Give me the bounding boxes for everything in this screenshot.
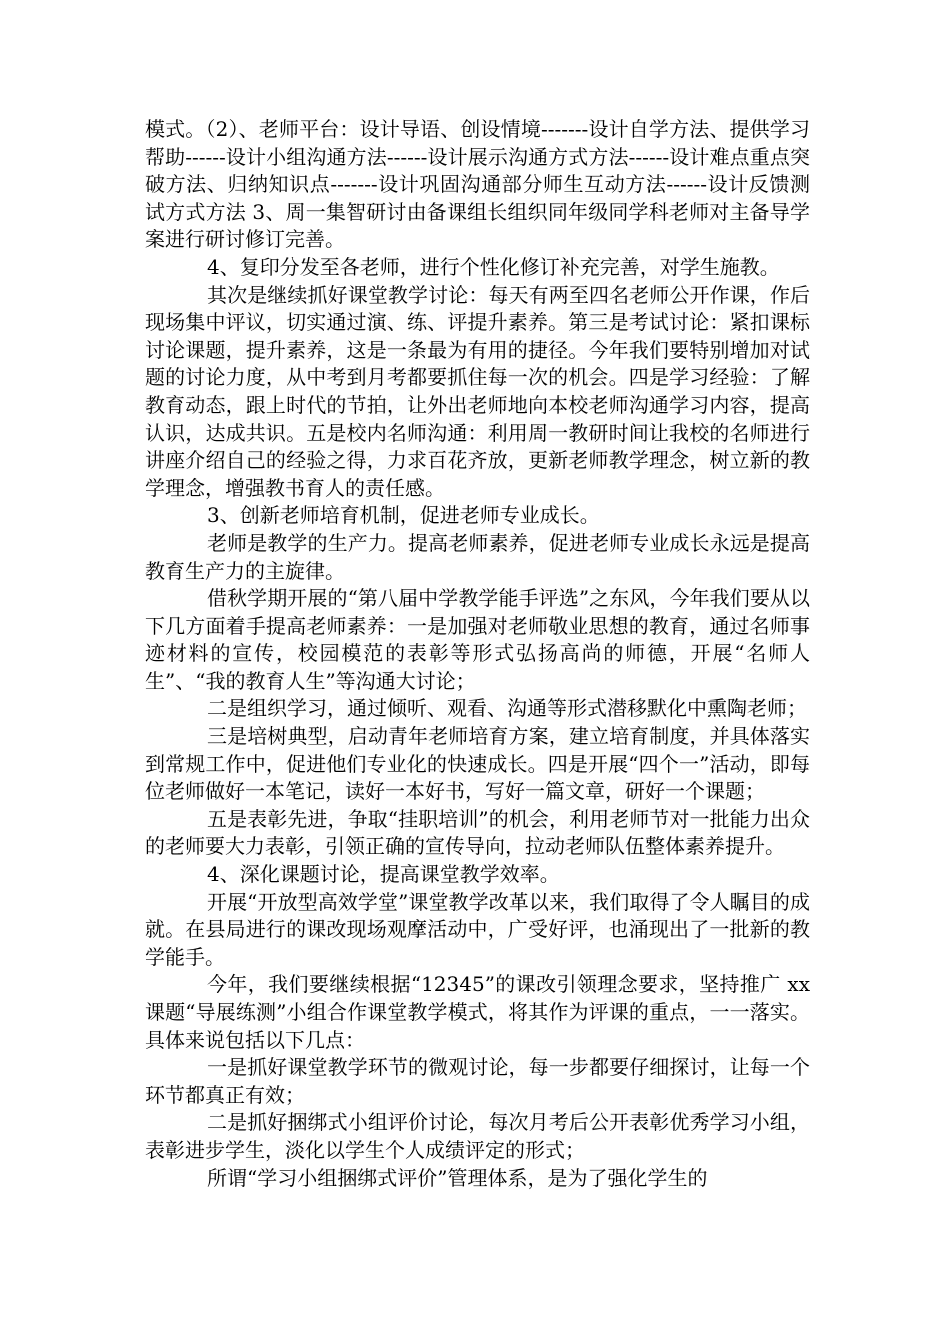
paragraph-15: 所谓“学习小组捆绑式评价”管理体系，是为了强化学生的: [207, 1165, 708, 1190]
paragraph-13: 一是抓好课堂教学环节的微观讨论，每一步都要仔细探讨，让每一个环节都真正有效；: [145, 1055, 810, 1107]
section-heading-3: 3、创新老师培育机制，促进老师专业成长。: [207, 503, 600, 528]
paragraph-14: 二是抓好捆绑式小组评价讨论，每次月考后公开表彰优秀学习小组，表彰进步学生，淡化以学生个人成绩评定的形式；: [145, 1110, 810, 1162]
paragraph-11: 开展“开放型高效学堂”课堂教学改革以来，我们取得了令人瞩目的成就。在县局进行的课改现场观摩活动中，广受好评，也涌现出了一批新的教学能手。: [145, 889, 810, 969]
paragraph-9: 五是表彰先进，争取“挂职培训”的机会，利用老师节对一批能力出众的老师要大力表彰，引领正确的宣传导向，拉动老师队伍整体素养提升。: [145, 806, 810, 859]
section-heading-4: 4、深化课题讨论，提高课堂教学效率。: [207, 862, 560, 887]
paragraph-6: 借秋学期开展的“第八届中学教学能手评选”之东风，今年我们要从以下几方面着手提高老师素养：一是加强对老师敬业思想的教育，通过名师事迹材料的宣传，校园模范的表彰等形式弘扬高尚的师德，开展“名师人生”、“我的教育人生”等沟通大讨论；: [145, 586, 810, 693]
paragraph-3: 其次是继续抓好课堂教学讨论：每天有两至四名老师公开作课，作后现场集中评议，切实通过演、练、评提升素养。第三是考试讨论：紧扣课标讨论课题，提升素养，这是一条最为有用的捷径。今年我们要特别增加对试题的讨论力度，从中考到月考都要抓住每一次的机会。四是学习经验：了解教育动态，跟上时代的节拍，让外出老师地向本校老师沟通学习内容，提高认识，达成共识。五是校内名师沟通：利用周一教研时间让我校的名师进行讲座介绍自己的经验之得，力求百花齐放，更新老师教学理念，树立新的教学理念，增强教书育人的责任感。: [145, 282, 810, 500]
document-body: [145, 116, 810, 1192]
paragraph-2: 4、复印分发至各老师，进行个性化修订补充完善，对学生施教。: [207, 254, 780, 279]
paragraph-7: 二是组织学习，通过倾听、观看、沟通等形式潜移默化中熏陶老师；: [207, 696, 807, 721]
paragraph-12: 今年，我们要继续根据“12345”的课改引领理念要求，坚持推广 xx 课题“导展练测”小组合作课堂教学模式，将其作为评课的重点，一一落实。具体来说包括以下几点：: [145, 972, 810, 1052]
paragraph-8: 三是培树典型，启动青年老师培育方案，建立培育制度，并具体落实到常规工作中，促进他们专业化的快速成长。四是开展“四个一”活动，即每位老师做好一本笔记，读好一本好书，写好一篇文章，研好一个课题；: [145, 724, 810, 804]
paragraph-1: 模式。（2）、老师平台：设计导语、创设情境-------设计自学方法、提供学习帮助------设计小组沟通方法------设计展示沟通方式方法------设计难点重点突破方法、归纳知识点-------设计巩固沟通部分师生互动方法------设计反馈测试方式方法 3、周一集智研讨由备课组长组织同年级同学科老师对主备导学案进行研讨修订完善。: [145, 117, 810, 252]
paragraph-5: 老师是教学的生产力。提高老师素养，促进老师专业成长永远是提高教育生产力的主旋律。: [145, 530, 810, 583]
